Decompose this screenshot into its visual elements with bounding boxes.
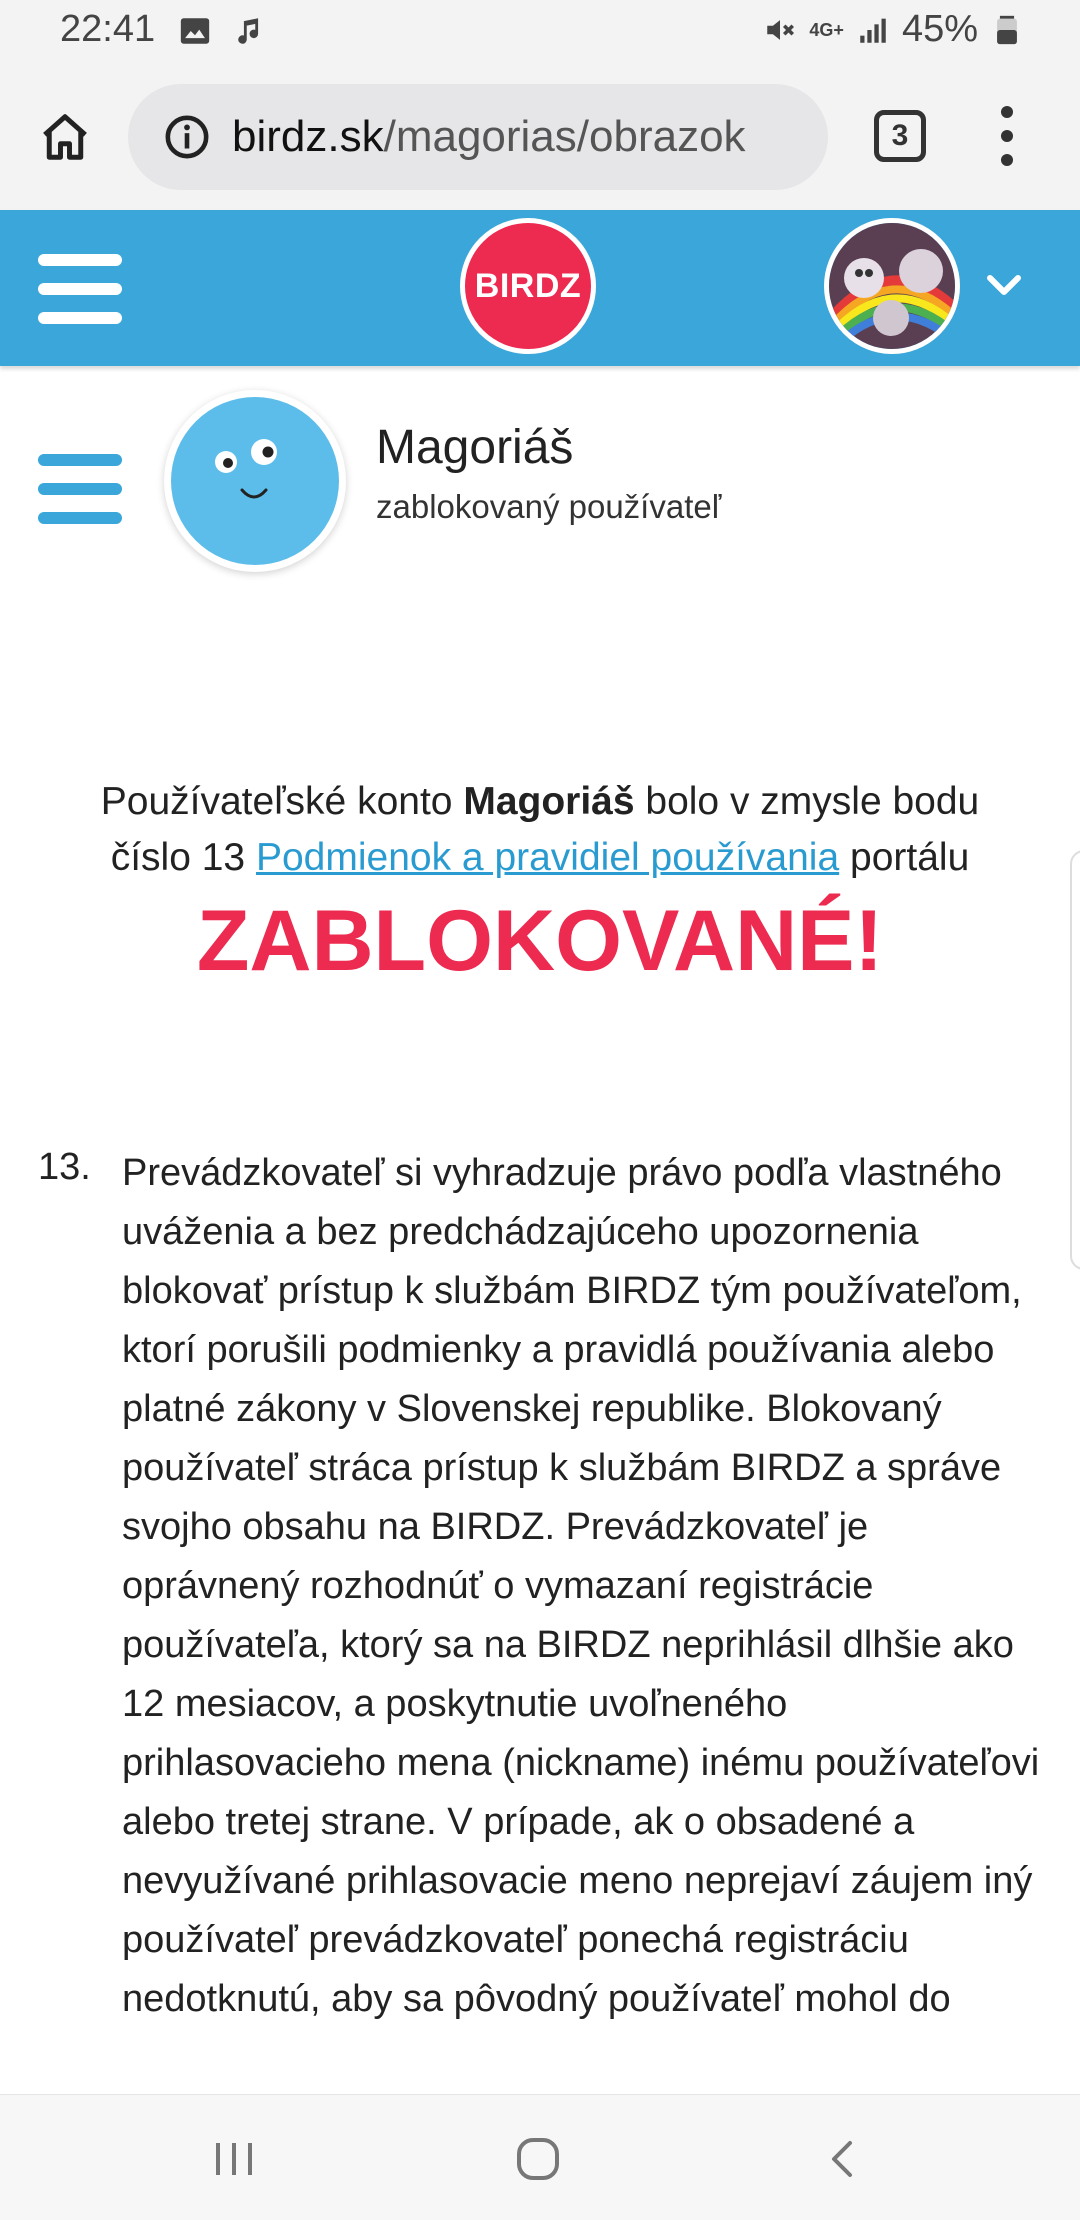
clause-text: Prevádzkovateľ si vyhradzuje právo podľa vlastného uváženia a bez predchádzajúceho upozornenia blokovať prístup k službám BIRDZ tým používateľom, ktorí porušili podmienky a pravidlá používania alebo platné zákony v Slovenskej republike. Blokovaný používateľ stráca prístup k službám BIRDZ a správe svojho obsahu na BIRDZ. Prevádzkovateľ je oprávnený rozhodnúť o vymazaní registrácie používateľa, ktorý sa na BIRDZ neprihlásil dlhšie ako 12 mesiacov, a poskytnutie uvoľneného prihlasovacieho mena (nickname) inému používateľovi alebo tretej strane. V prípade, ak o obsadené a nevyužívané prihlasovacie meno neprejaví záujem iný používateľ prevádzkovateľ ponechá registráciu nedotknutú, aby sa pôvodný používateľ mohol do <box>122 1152 1040 2020</box>
status-notification-icons <box>178 14 268 48</box>
smiley-avatar-icon <box>164 390 346 572</box>
nav-back-icon[interactable] <box>820 2137 864 2181</box>
battery-percent: 45% <box>901 8 978 50</box>
home-icon[interactable] <box>38 110 92 164</box>
address-bar[interactable] <box>128 84 828 190</box>
notice-prefix: Používateľské konto <box>100 780 464 823</box>
logo-text: BIRDZ <box>474 266 582 305</box>
profile-avatar <box>164 390 346 572</box>
url-host: birdz.sk <box>232 112 384 161</box>
chevron-down-icon[interactable] <box>984 270 1024 300</box>
terms-link[interactable]: Podmienok a pravidiel používania <box>255 836 840 879</box>
browser-toolbar <box>0 66 1080 210</box>
clause-number: 13. <box>38 1146 91 1188</box>
nav-home-icon[interactable] <box>514 2135 562 2183</box>
info-icon[interactable] <box>164 114 210 160</box>
birdz-logo[interactable] <box>460 218 596 354</box>
mute-icon <box>763 13 797 47</box>
url-path: /magorias/obrazok <box>383 112 746 161</box>
side-panel-handle[interactable] <box>1070 850 1080 1270</box>
media-icon <box>234 14 268 48</box>
profile-name: Magoriáš <box>376 421 574 474</box>
tabs-button[interactable] <box>874 110 926 162</box>
main-menu-icon[interactable] <box>38 254 122 324</box>
blocked-title: ZABLOKOVANÉ! <box>196 893 884 989</box>
status-time: 22:41 <box>60 8 156 50</box>
network-type: 4G+ <box>809 19 844 40</box>
profile-menu-icon[interactable] <box>38 454 122 524</box>
user-avatar[interactable] <box>824 218 960 354</box>
status-bar <box>0 0 1080 66</box>
tab-count: 3 <box>891 119 909 152</box>
site-header <box>0 210 1080 366</box>
status-right <box>763 8 1024 51</box>
notice-username: Magoriáš <box>463 780 635 823</box>
system-nav-bar <box>0 2094 1080 2220</box>
notice-suffix: portálu <box>839 836 970 879</box>
image-icon <box>178 14 212 48</box>
avatar-image <box>829 223 955 349</box>
profile-status: zablokovaný používateľ <box>376 488 722 525</box>
battery-icon <box>990 13 1024 47</box>
url-text[interactable] <box>232 112 746 162</box>
signal-icon <box>856 13 890 47</box>
browser-menu-icon[interactable] <box>992 106 1022 166</box>
notice-middle: bolo v zmysle bodu číslo 13 <box>110 780 980 879</box>
block-notice <box>60 774 1020 886</box>
recent-apps-icon[interactable] <box>210 2139 258 2179</box>
